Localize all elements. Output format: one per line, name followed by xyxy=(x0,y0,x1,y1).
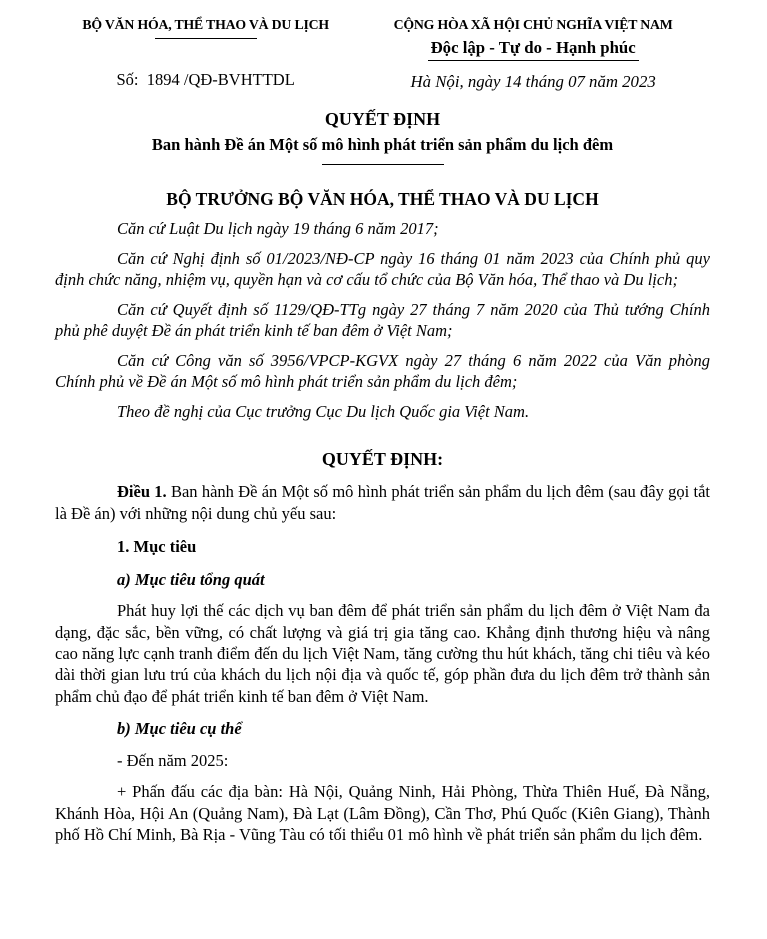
preamble-citation: Căn cứ Công văn số 3956/VPCP-KGVX ngày 27 tháng 6 năm 2022 của Văn phòng Chính phủ về Đề án Một số mô hình phát triển sản phẩm du lịch đêm; xyxy=(55,350,710,392)
title-divider xyxy=(322,164,444,165)
section-1a-paragraph: Phát huy lợi thế các dịch vụ ban đêm để phát triển sản phẩm du lịch đêm ở Việt Nam đa dạng, đặc sắc, bền vững, có chất lượng và giá trị gia tăng cao. Khẳng định thương hiệu và nâng cao năng lực cạnh tranh điểm đến du lịch Việt Nam, tăng cường thu hút khách, tăng chi tiêu và kéo dài thời gian lưu trú của khách du lịch nội địa và quốc tế, góp phần đưa du lịch đêm trở thành sản phẩm chủ đạo để phát triển kinh tế ban đêm ở Việt Nam. xyxy=(55,601,710,706)
doc-kind-heading: QUYẾT ĐỊNH xyxy=(324,108,441,129)
national-block xyxy=(356,16,710,93)
preamble-citation: Căn cứ Nghị định số 01/2023/NĐ-CP ngày 16 tháng 01 năm 2023 của Chính phủ quy định chức năng, nhiệm vụ, quyền hạn và cơ cấu tổ chức của Bộ Văn hóa, Thể thao và Du lịch; xyxy=(55,248,710,290)
article-1-label: Điều 1. xyxy=(117,482,167,502)
place-and-date: Hà Nội, ngày 14 tháng 07 năm 2023 xyxy=(410,72,656,92)
article-1-text: Ban hành Đề án Một số mô hình phát triển sản phẩm du lịch đêm (sau đây gọi tắt là Đề án) với những nội dung chủ yếu sau: xyxy=(55,482,711,523)
section-1a-heading: a) Mục tiêu tổng quát xyxy=(117,569,265,589)
section-1b-heading: b) Mục tiêu cụ thể xyxy=(117,719,242,739)
document-header xyxy=(55,16,710,93)
preamble-citation: Căn cứ Quyết định số 1129/QĐ-TTg ngày 27 tháng 7 năm 2020 của Thủ tướng Chính phủ phê duyệt Đề án phát triển kinh tế ban đêm ở Việt Nam; xyxy=(55,299,710,341)
title-block xyxy=(55,108,710,165)
preamble-citation: Theo đề nghị của Cục trưởng Cục Du lịch Quốc gia Việt Nam. xyxy=(117,401,530,421)
target-localities-paragraph: + Phấn đấu các địa bàn: Hà Nội, Quảng Ninh, Hải Phòng, Thừa Thiên Huế, Đà Nẵng, Khánh Hòa, Hội An (Quảng Nam), Đà Lạt (Lâm Đồng), Cần Thơ, Phú Quốc (Kiên Giang), Thành phố Hồ Chí Minh, Bà Rịa - Vũng Tàu có tối thiểu 01 mô hình về phát triển sản phẩm du lịch đêm. xyxy=(55,782,710,845)
preamble-citation: Căn cứ Luật Du lịch ngày 19 tháng 6 năm 2017; xyxy=(117,219,439,239)
issuing-org-name: BỘ VĂN HÓA, THỂ THAO VÀ DU LỊCH xyxy=(82,17,329,32)
section-1-heading: 1. Mục tiêu xyxy=(117,537,197,557)
org-underline xyxy=(155,38,257,39)
issuing-org-block xyxy=(55,16,356,93)
doc-subject-heading: Ban hành Đề án Một số mô hình phát triển sản phẩm du lịch đêm xyxy=(151,135,614,155)
document-number: Số: 1894 /QĐ-BVHTTDL xyxy=(116,70,295,90)
article-1-paragraph xyxy=(55,481,710,524)
national-motto: Độc lập - Tự do - Hạnh phúc xyxy=(428,37,639,61)
enactment-heading: QUYẾT ĐỊNH: xyxy=(321,448,444,469)
preamble-section xyxy=(55,218,710,422)
authority-heading: BỘ TRƯỞNG BỘ VĂN HÓA, THỂ THAO VÀ DU LỊCH xyxy=(166,188,599,209)
milestone-2025-line: - Đến năm 2025: xyxy=(117,750,229,770)
country-name: CỘNG HÒA XÃ HỘI CHỦ NGHĨA VIỆT NAM xyxy=(393,17,673,32)
